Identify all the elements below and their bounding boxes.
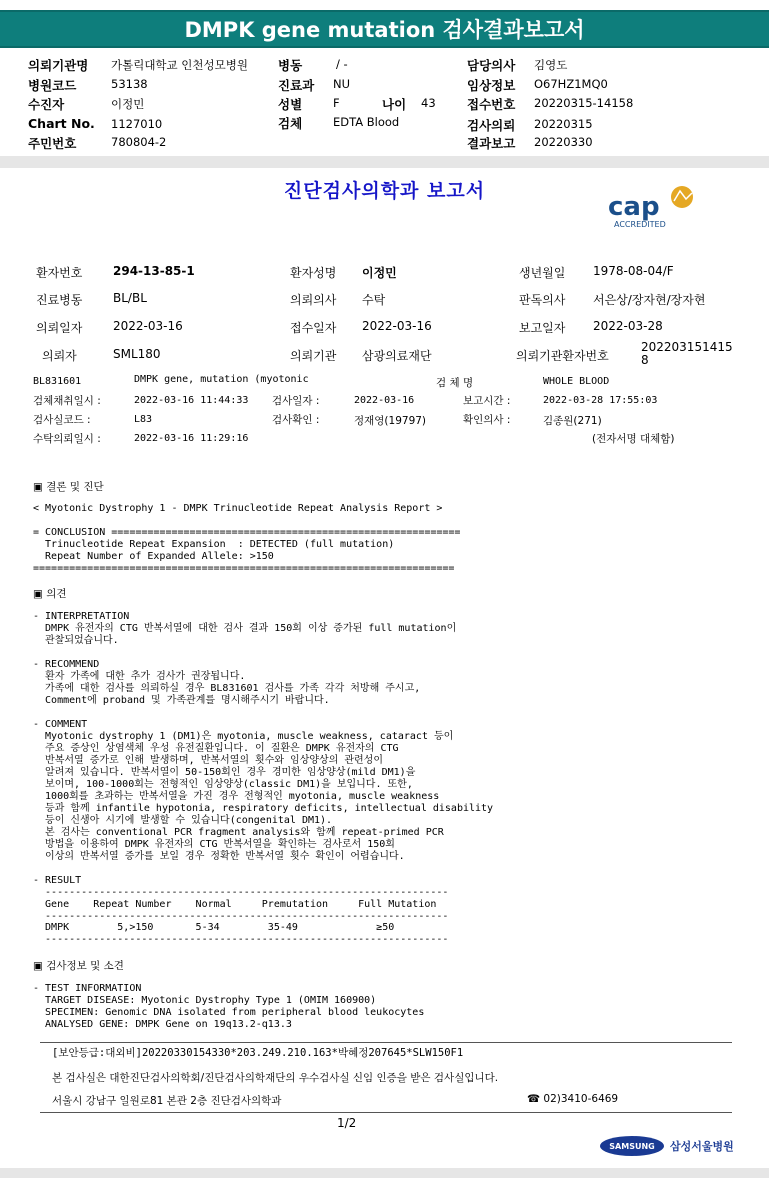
label-dob: 생년월일	[519, 266, 566, 280]
test-name: DMPK gene, mutation (myotonic	[134, 374, 309, 385]
label-exam-date: 검사일자 :	[272, 395, 320, 407]
value-report-time: 2022-03-28 17:55:03	[543, 395, 658, 406]
label-req-doctor: 의뢰의사	[290, 293, 337, 307]
header-value: 20220315	[534, 117, 593, 131]
value-order-time: 2022-03-16 11:29:16	[134, 433, 249, 444]
value-exam-date: 2022-03-16	[354, 395, 415, 406]
header-value: NU	[333, 77, 351, 91]
header-label: 수진자	[28, 97, 65, 112]
page-bottom-bar	[0, 1168, 769, 1178]
header-value: 김영도	[534, 58, 568, 72]
header-value: 20220330	[534, 135, 593, 149]
value-dob: 1978-08-04/F	[593, 264, 674, 278]
value-req-org-pid-cont: 8	[641, 353, 649, 367]
label-req-org: 의뢰기관	[290, 349, 337, 363]
label-collect: 검체채취일시 :	[33, 395, 101, 407]
result-heading: - RESULT	[33, 875, 82, 886]
label-report-date: 보고일자	[519, 321, 566, 335]
header-value: 1127010	[111, 117, 163, 131]
value-report-date: 2022-03-28	[593, 319, 663, 333]
header-value: 780804-2	[111, 135, 167, 149]
page-title: DMPK gene mutation 검사결과보고서	[0, 10, 769, 48]
label-ward: 진료병동	[36, 293, 83, 307]
label-recv-date: 접수일자	[290, 321, 337, 335]
value-specimen: WHOLE BLOOD	[543, 376, 610, 387]
svg-text:삼성서울병원: 삼성서울병원	[670, 1140, 734, 1153]
result-table-row: DMPK 5,>150 5-34 35-49 ≥50	[33, 922, 395, 933]
header-value: 가톨릭대학교 인천성모병원	[111, 58, 248, 72]
value-req-date: 2022-03-16	[113, 319, 183, 333]
result-divider: -------------------------------------------------------------------	[33, 887, 449, 898]
value-confirm-doctor: 김종원(271)	[543, 415, 602, 427]
e-signature-note: (전자서명 대체함)	[592, 433, 675, 445]
value-req-doctor: 수탁	[362, 293, 386, 307]
header-label: 병원코드	[28, 78, 77, 93]
label-patient-name: 환자성명	[290, 266, 337, 280]
svg-text:ACCREDITED: ACCREDITED	[614, 220, 666, 229]
result-divider: -------------------------------------------------------------------	[33, 934, 449, 945]
security-line: [보안등급:대외비]20220330154330*203.249.210.163*박혜정207645*SLW150F1	[52, 1047, 464, 1059]
header-label: 검사의뢰	[467, 118, 516, 133]
header-label: 접수번호	[467, 97, 516, 112]
label-reader: 판독의사	[519, 293, 566, 307]
svg-text:SAMSUNG: SAMSUNG	[609, 1142, 655, 1151]
header-label: 임상정보	[467, 78, 516, 93]
header-label: 병동	[278, 58, 303, 73]
footer-divider	[40, 1042, 732, 1043]
header-label: 성별	[278, 97, 303, 112]
conclusion-block: = CONCLUSION ========================================================== Trinucleotide Repeat Expansion : DETECTED (full mutation) Repeat Number of Expanded Allele: >150 ======================================================================	[33, 527, 461, 574]
header-label: 결과보고	[467, 136, 516, 151]
section-test-info-heading: ▣ 검사정보 및 소견	[33, 960, 124, 972]
label-req-date: 의뢰일자	[36, 321, 83, 335]
value-patient-name: 이정민	[362, 266, 397, 280]
header-divider	[0, 156, 769, 168]
value-patient-no: 294-13-85-1	[113, 264, 195, 278]
header-value: EDTA Blood	[333, 115, 400, 129]
value-lab-code: L83	[134, 414, 153, 425]
label-confirm-doctor: 확인의사 :	[463, 414, 511, 426]
header-label: Chart No.	[28, 116, 95, 131]
label-requester: 의뢰자	[42, 349, 77, 363]
value-requester: SML180	[113, 347, 161, 361]
label-lab-code: 검사실코드 :	[33, 414, 91, 426]
certification-text: 본 검사실은 대한진단검사의학회/진단검사의학재단의 우수검사실 신임 인증을 받은 검사실입니다.	[52, 1072, 499, 1084]
comment-block: - COMMENT Myotonic dystrophy 1 (DM1)은 myotonia, muscle weakness, cataract 등이 주요 증상인 상염색체 우성 유전질환입니다. 이 질환은 DMPK 유전자의 CTG 반복서열 증가로 인해 발생하며, 반복서열의 횟수와 임상양상의 관련성이 알려져 있습니다. 반복서열이 50-150회인 경우 경미한 임상양상(mild DM1)을 보이며, 100-1000회는 전형적인 임상양상(classic DM1)을 보입니다. 또한, 1000회를 초과하는 반복서열을 가진 경우 전형적인 myotonia, muscle weakness 등과 함께 infantile hypotonia, respiratory deficits, intellectual disability 등이 신생아 시기에 발생할 수 있습니다(congenital DM1). 본 검사는 conventional PCR fragment analysis와 함께 repeat-primed PCR 방법을 이용하여 DMPK 유전자의 CTG 반복서열을 확인하는 검사로서 150회 이상의 반복서열 증가를 보일 경우 정확한 반복서열 횟수 확인이 어렵습니다.	[33, 719, 494, 862]
value-recv-date: 2022-03-16	[362, 319, 432, 333]
header-label: 진료과	[278, 78, 315, 93]
cap-accredited-logo	[606, 183, 706, 233]
value-reader: 서은상/장자현/장자현	[593, 293, 706, 307]
label-order-time: 수탁의뢰일시 :	[33, 433, 101, 445]
header-label: 나이	[382, 97, 407, 112]
svg-text:cap: cap	[608, 192, 660, 222]
header-value: / -	[336, 57, 348, 71]
result-table-header: Gene Repeat Number Normal Premutation Full Mutation	[33, 899, 437, 910]
value-ward: BL/BL	[113, 291, 147, 305]
test-info-block: - TEST INFORMATION TARGET DISEASE: Myotonic Dystrophy Type 1 (OMIM 160900) SPECIMEN: Genomic DNA isolated from peripheral blood leukocytes ANALYSED GENE: DMPK Gene on 19q13.2-q13.3	[33, 983, 425, 1030]
label-exam-confirm: 검사확인 :	[272, 414, 320, 426]
label-report-time: 보고시간 :	[463, 395, 511, 407]
interpretation-block: - INTERPRETATION DMPK 유전자의 CTG 반복서열에 대한 검사 결과 150회 이상 증가된 full mutation이 관찰되었습니다.	[33, 611, 457, 646]
header-label: 검체	[278, 116, 303, 131]
value-collect: 2022-03-16 11:44:33	[134, 395, 249, 406]
report-title: 진단검사의학과 보고서	[283, 180, 486, 202]
label-patient-no: 환자번호	[36, 266, 83, 280]
result-divider: -------------------------------------------------------------------	[33, 911, 449, 922]
header-value: 43	[421, 96, 436, 110]
label-specimen: 검 체 명	[436, 377, 474, 389]
page-number: 1/2	[337, 1116, 357, 1130]
header-value: 이정민	[111, 97, 145, 111]
header-label: 의뢰기관명	[28, 58, 89, 73]
header-value: 20220315-14158	[534, 96, 634, 110]
header-info	[0, 54, 769, 154]
samsung-hospital-logo	[600, 1133, 734, 1159]
value-req-org-pid: 202203151415	[641, 340, 733, 354]
section-conclusion-heading: ▣ 결론 및 진단	[33, 481, 104, 493]
lab-phone: ☎ 02)3410-6469	[527, 1093, 619, 1105]
report-subtitle: < Myotonic Dystrophy 1 - DMPK Trinucleotide Repeat Analysis Report >	[33, 503, 443, 514]
value-req-org: 삼광의료재단	[362, 349, 432, 363]
header-value: F	[333, 96, 340, 110]
header-label: 주민번호	[28, 136, 77, 151]
recommend-block: - RECOMMEND 환자 가족에 대한 추가 검사가 권장됩니다. 가족에 대한 검사를 의뢰하실 경우 BL831601 검사를 가족 각각 처방해 주시고, Comment에 proband 및 가족관계를 명시해주시기 바랍니다.	[33, 659, 421, 706]
label-req-org-pid: 의뢰기관환자번호	[516, 349, 609, 363]
lab-address: 서울시 강남구 일원로81 본관 2층 진단검사의학과	[52, 1095, 282, 1107]
footer-divider	[40, 1112, 732, 1113]
header-value: O67HZ1MQ0	[534, 77, 608, 91]
value-exam-confirm: 정재영(19797)	[354, 415, 427, 427]
test-code: BL831601	[33, 376, 82, 387]
section-opinion-heading: ▣ 의견	[33, 588, 67, 600]
header-value: 53138	[111, 77, 148, 91]
header-label: 담당의사	[467, 58, 516, 73]
